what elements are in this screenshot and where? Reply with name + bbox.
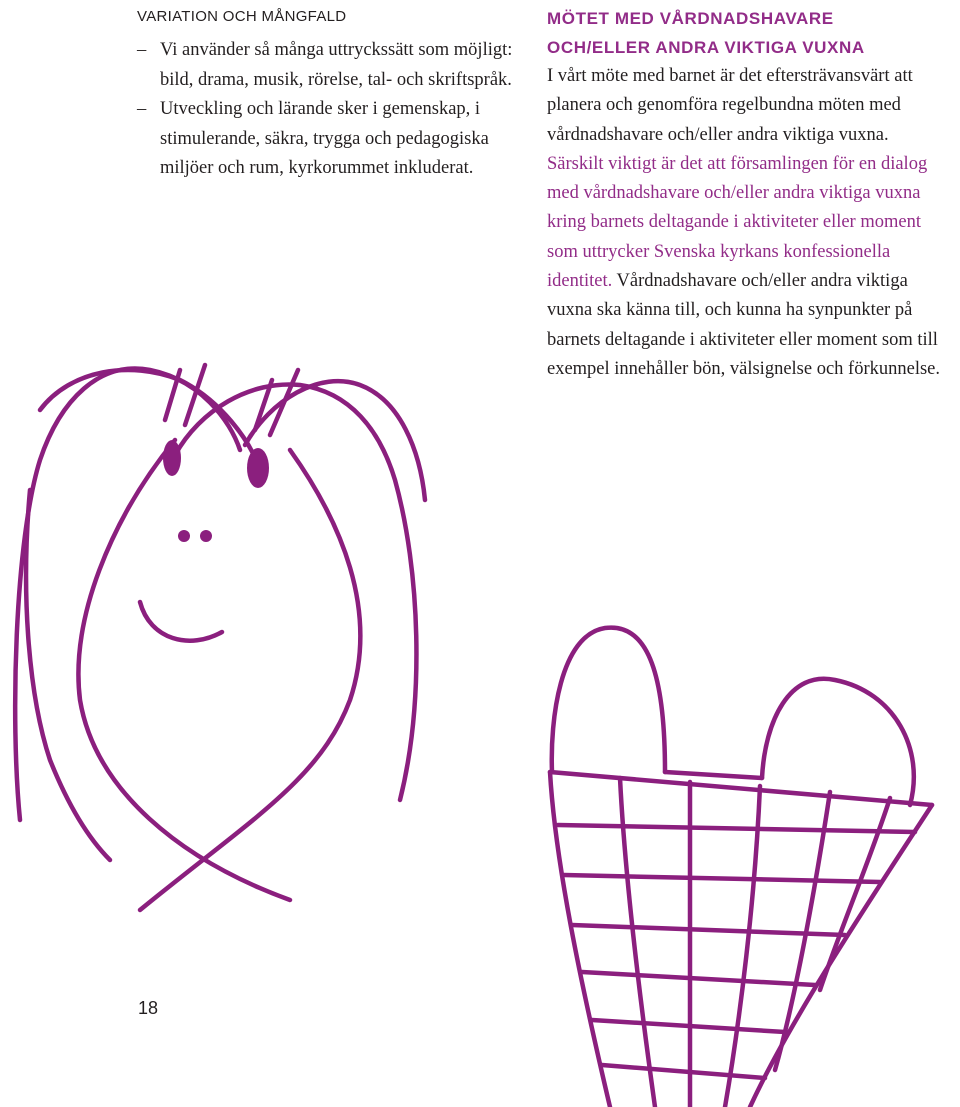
bullet-text: Vi använder så många uttryckssätt som möjligt: bild, drama, musik, rörelse, tal- och skriftspråk. [160,40,513,90]
list-item [137,36,517,95]
section-heading [547,4,947,62]
highlighted-text: Särskilt viktigt är det att församlingen för en dialog med vårdnadshavare och/eller andra viktiga vuxna kring barnets deltagande i aktiviteter eller moment som uttrycker Svenska kyrkans konfessionella identitet. [547,153,928,292]
heading-line: OCH/ELLER ANDRA VIKTIGA VUXNA [547,38,865,57]
paragraph-text: Vårdnadshavare och/eller andra viktiga vuxna ska känna till, och kunna ha synpunkter på barnets deltagande i aktiviteter eller moment som till exempel innehåller bön, välsignelse och förkunnelse. [547,271,940,379]
bullet-list [137,36,517,184]
paragraph-text: I vårt möte med barnet är det eftersträvansvärt att planera och genomföra regelbundna möten med vårdnadshavare och/eller andra viktiga vuxna. [547,66,913,145]
section-label: VARIATION OCH MÅNGFALD [137,8,347,25]
bullet-dash: – [137,99,147,119]
bullet-dash: – [137,40,147,60]
body-paragraph [547,62,947,384]
bullet-text: Utveckling och lärande sker i gemenskap, i stimulerande, säkra, trygga och pedagogiska miljöer och rum, kyrkorummet inkluderat. [160,99,489,178]
page-number: 18 [138,998,159,1018]
child-drawing-face-icon [0,340,460,960]
heading-line: MÖTET MED VÅRDNADSHAVARE [547,9,834,28]
list-item [137,95,517,184]
child-drawing-cone-icon [540,600,940,1107]
